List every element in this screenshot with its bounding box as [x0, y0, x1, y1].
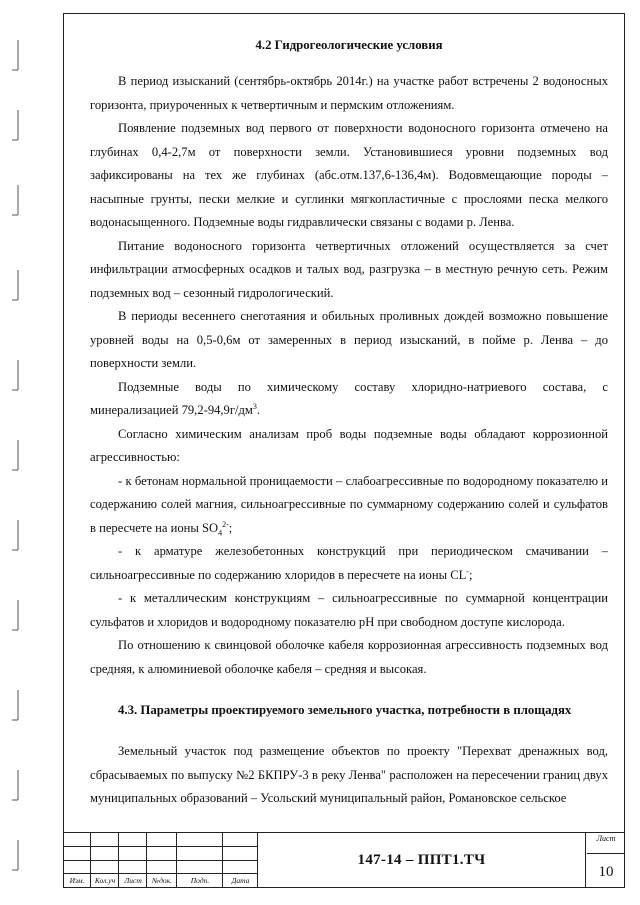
sheet-label: Лист [596, 834, 616, 843]
sulfate-sub: 4 [218, 528, 223, 538]
paragraph-groundwater-depth: Появление подземных вод первого от поверхности водоносного горизонта отмечено на глубинах 0,4-2,7м от поверхности земли. Установившиеся уровни подземных вод зафиксированы на тех же глубинах (абс.отм.137,6-136,4м). Водовмещающие породы – насыпные грунты, пески мелкие и суглинки мягкопластичные с прослоями песка мелкого водонасыщенного. Подземные воды гидравлически связаны с водами р. Ленва. [90, 121, 608, 229]
list-item-concrete [90, 470, 608, 541]
mineral-unit-sup: 3 [252, 401, 257, 411]
sulfate-sup: 2- [222, 519, 229, 529]
rebar-text: - к арматуре железобетонных конструкций при периодическом смачивании – сильноагрессивные по содержанию хлоридов в пересчете на ионы CL [90, 544, 608, 582]
chloride-sup: - [466, 566, 469, 576]
revision-grid [63, 833, 258, 887]
paragraph-land-plot: Земельный участок под размещение объектов по проекту "Перехват дренажных вод, сбрасываемых по выпуску №2 БКПРУ-3 в реку Ленва" расположен на пересечении границ двух муниципальных образований – Усольский муниципальный район, Романовское сельское [90, 744, 608, 805]
mineral-text: Подземные воды по химическому составу хлоридно-натриевого состава, с минерализацией 79,2-94,9г/дм [90, 379, 608, 417]
rebar-end: ; [468, 567, 473, 582]
document-body [90, 34, 608, 811]
paragraph-mineralization [90, 376, 608, 423]
sheet-number-box [587, 833, 625, 887]
column-label-sheet: Лист [124, 876, 142, 885]
paragraph-recharge: Питание водоносного горизонта четвертичных отложений осуществляется за счет инфильтрации атмосферных осадков и талых вод, разгрузка – в местную речную сеть. Режим подземных вод – сезонный гидрологический. [90, 238, 608, 300]
sheet-number: 10 [587, 853, 625, 881]
list-item-rebar [90, 540, 608, 587]
paragraph-survey-period: В период изысканий (сентябрь-октябрь 2014г.) на участке работ встречены 2 водоносных горизонта, приуроченных к четвертичным и пермским отложениям. [90, 74, 608, 112]
concrete-end: ; [228, 520, 233, 535]
paragraph-corrosion-intro: Согласно химическим анализам проб воды подземные воды обладают коррозионной агрессивностью: [90, 426, 608, 464]
column-label-doc-number: №док. [152, 876, 172, 885]
concrete-text: - к бетонам нормальной проницаемости – слабоагрессивные по водородному показателю и содержанию солей магния, сильноагрессивные по суммарному содержанию солей и сульфатов в пересчете на ионы SO [90, 473, 608, 535]
document-code: 147-14 – ППТ1.ТЧ [258, 833, 586, 887]
column-label-date: Дата [231, 876, 250, 885]
list-item-metal: - к металлическим конструкциям – сильноагрессивные по суммарной концентрации сульфатов и хлоридов и водородному показателю pH при свободном доступе кислорода. [90, 591, 608, 629]
mineral-end: . [256, 403, 261, 417]
title-block [63, 832, 625, 888]
paragraph-cable-sheath: По отношению к свинцовой оболочке кабеля коррозионная агрессивность подземных вод средняя, к алюминиевой оболочке кабеля – средняя и высокая. [90, 638, 608, 676]
section-heading-4-2: 4.2 Гидрогеологические условия [255, 38, 443, 52]
column-label-change: Изм. [69, 876, 85, 885]
section-heading-4-3: 4.3. Параметры проектируемого земельного участка, потребности в площадях [118, 703, 572, 717]
column-label-signature: Подп. [190, 876, 210, 885]
column-label-count: Кол.уч [94, 876, 116, 885]
binder-margin-marks [0, 0, 30, 905]
paragraph-flood-levels: В периоды весеннего снеготаяния и обильных проливных дождей возможно повышение уровней воды на 0,5-0,6м от замеренных в период изысканий, в пойме р. Ленва – до поверхности земли. [90, 309, 608, 370]
